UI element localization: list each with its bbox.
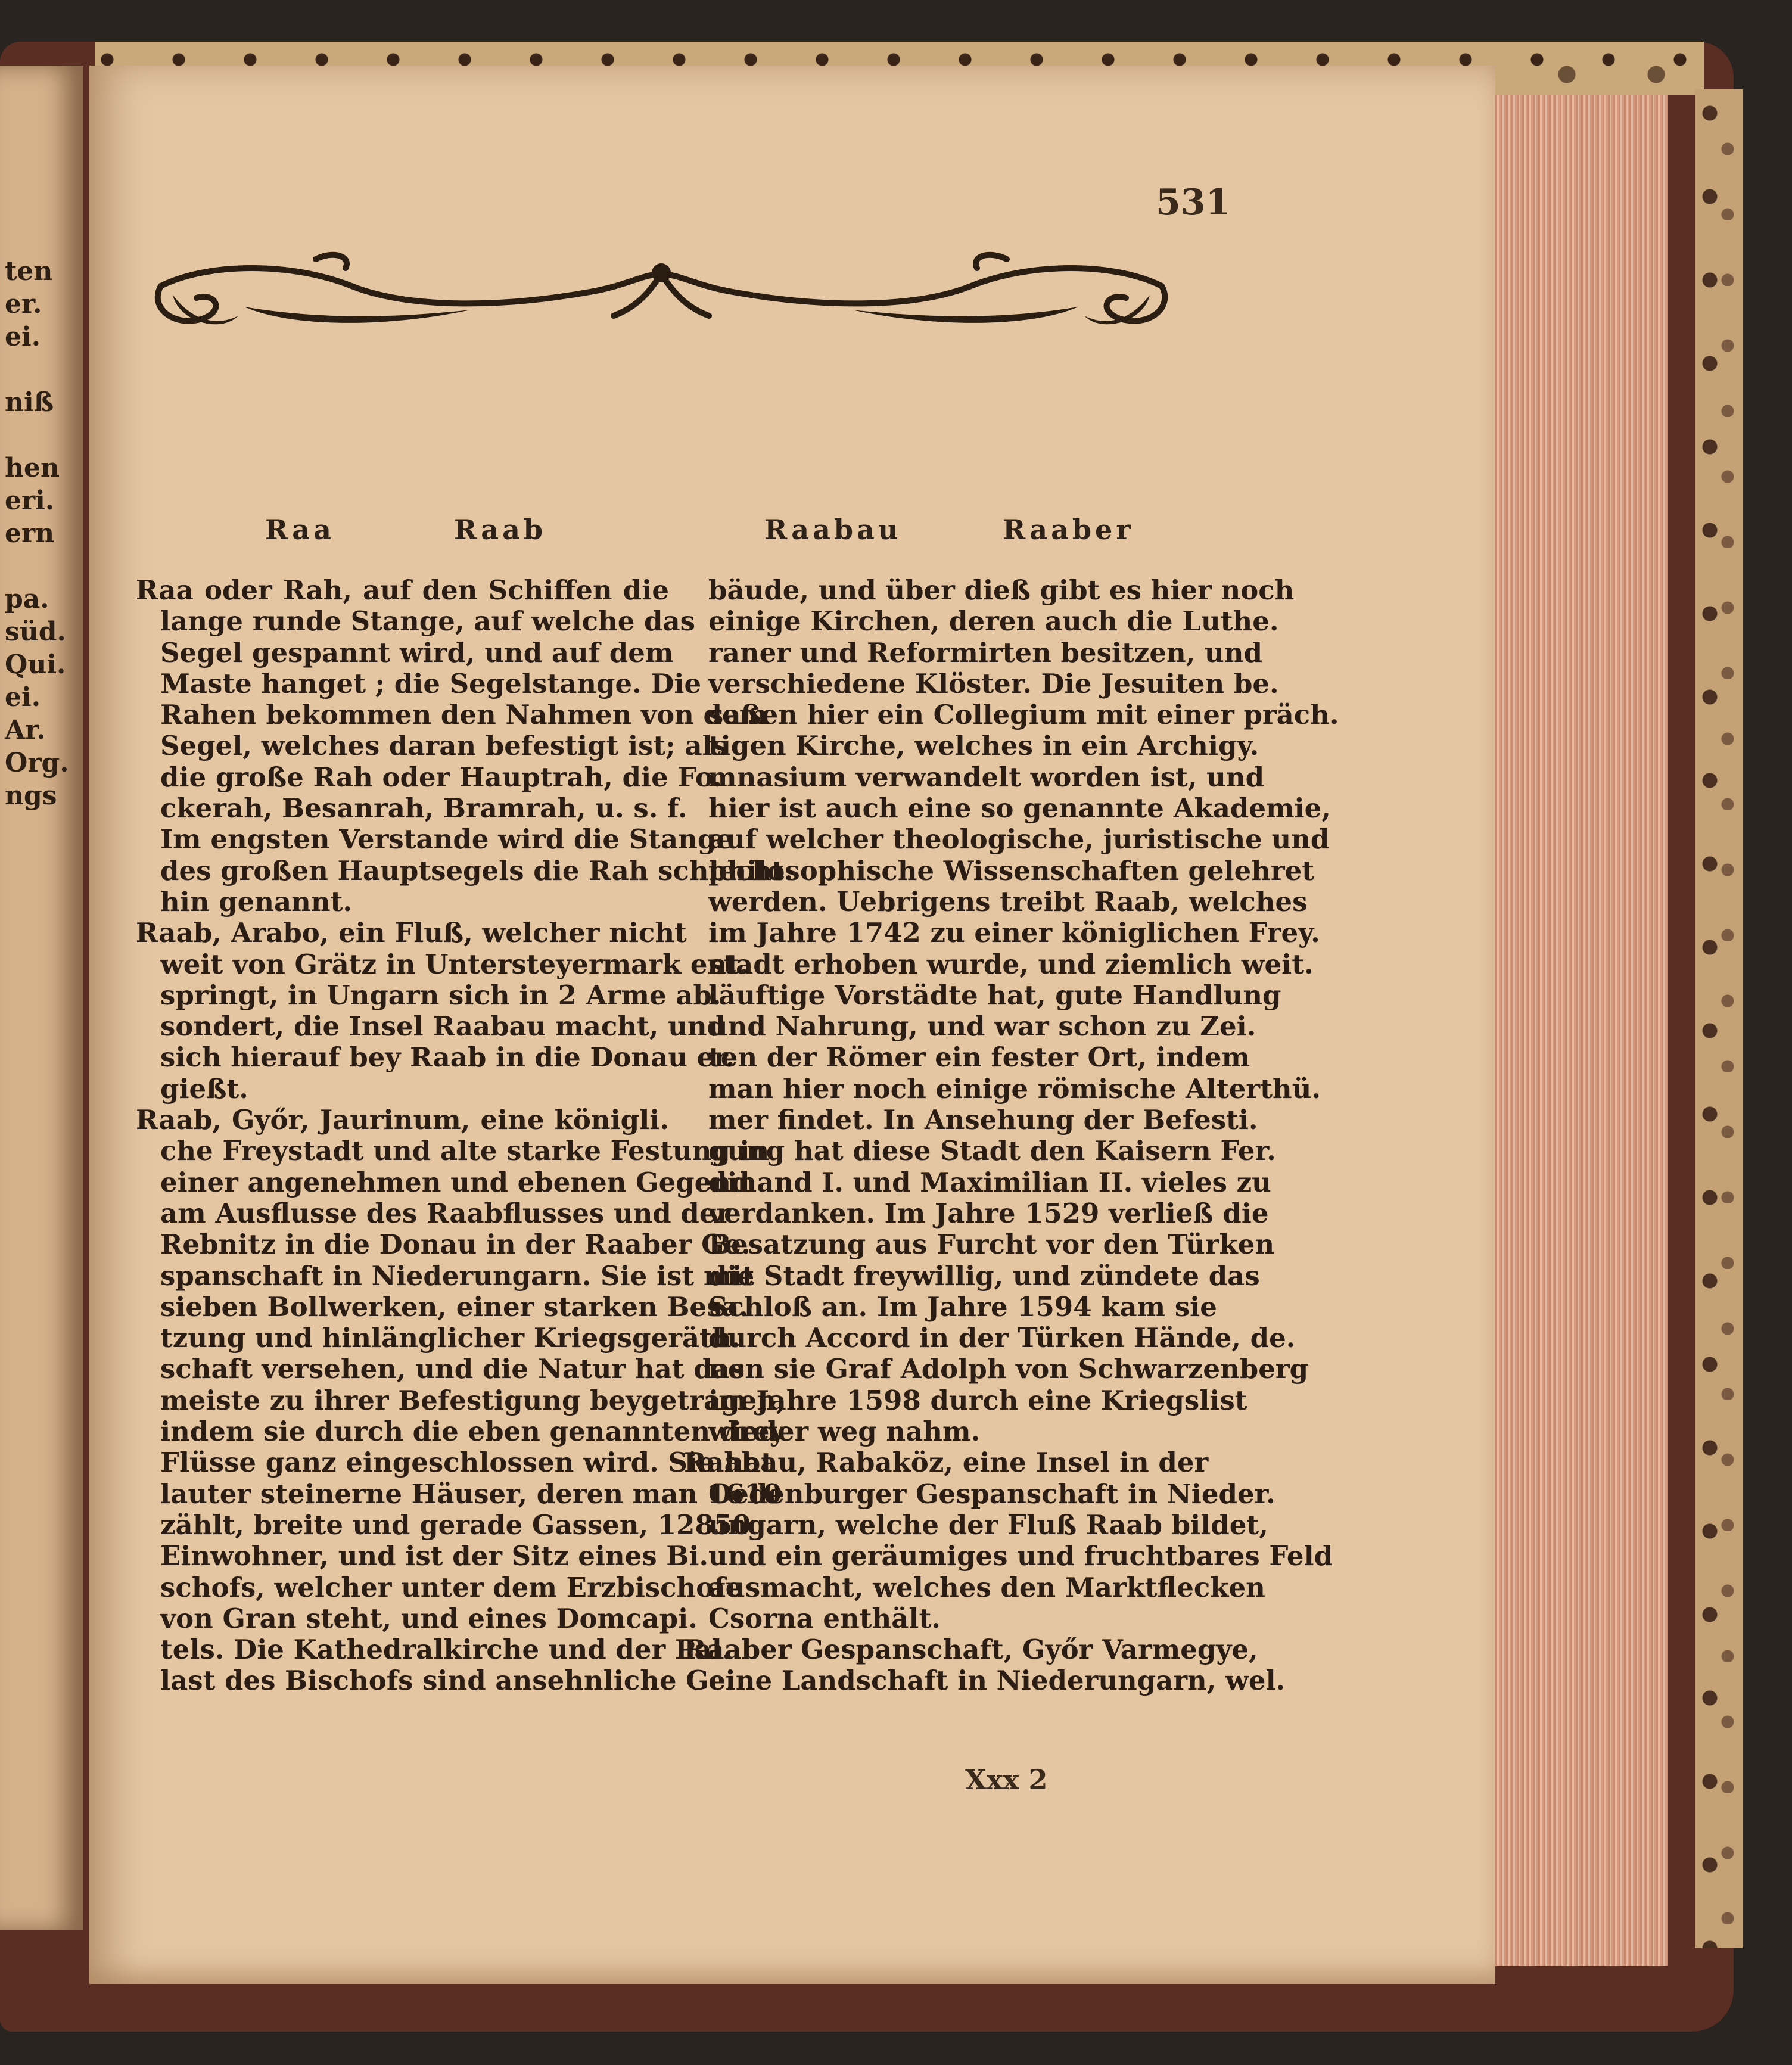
signature-mark: Xxx 2 (965, 1764, 1048, 1796)
text-line: spanschaft in Niederungarn. Sie ist mit (160, 1259, 755, 1292)
text-line: Oedenburger Gespanschaft in Nieder. (708, 1478, 1275, 1510)
text-line: sondert, die Insel Raabau macht, und (160, 1010, 726, 1043)
left-text-column (136, 574, 794, 1697)
running-head-2: Raab (454, 514, 547, 546)
text-line: Raab, Arabo, ein Fluß, welcher nicht (136, 917, 687, 949)
text-line: Raabau, Rabaköz, eine Insel in der (684, 1447, 1209, 1479)
text-line: indem sie durch die eben genannten drey (160, 1416, 785, 1448)
text-line: Raab, Győr, Jaurinum, eine königli. (136, 1104, 669, 1136)
previous-page-fragment: süd. (5, 617, 66, 647)
text-line: lauter steinerne Häuser, deren man 1610 (160, 1478, 782, 1510)
text-line: tels. Die Kathedralkirche und der Pal. (160, 1634, 732, 1666)
previous-page-fragment: Ar. (5, 715, 46, 745)
text-line: zählt, breite und gerade Gassen, 12850 (160, 1509, 751, 1541)
text-line: im Jahre 1742 zu einer königlichen Frey. (708, 917, 1320, 949)
text-line: von Gran steht, und eines Domcapi. (160, 1602, 698, 1634)
text-line: bäude, und über dieß gibt es hier noch (708, 574, 1295, 606)
text-line: auf welcher theologische, juristische und (708, 823, 1330, 856)
text-line: dinand I. und Maximilian II. vieles zu (708, 1166, 1271, 1198)
text-line: gung hat diese Stadt den Kaisern Fer. (708, 1135, 1276, 1167)
text-line: sich hierauf bey Raab in die Donau er. (160, 1041, 735, 1074)
text-line: Rebnitz in die Donau in der Raaber Ge. (160, 1229, 751, 1261)
text-line: lange runde Stange, auf welche das (160, 605, 695, 637)
text-line: hier ist auch eine so genannte Akademie, (708, 792, 1331, 825)
previous-page-fragment: er. (5, 289, 42, 319)
text-line: werden. Uebrigens treibt Raab, welches (708, 885, 1308, 918)
text-line: einige Kirchen, deren auch die Luthe. (708, 605, 1279, 637)
text-line: Maste hanget ; die Segelstange. Die (160, 667, 702, 699)
text-line: eine Landschaft in Niederungarn, wel. (708, 1665, 1286, 1697)
text-line: Segel gespannt wird, und auf dem (160, 636, 674, 668)
text-line: schofs, welcher unter dem Erzbischofe (160, 1571, 743, 1603)
text-line: Raaber Gespanschaft, Győr Varmegye, (684, 1634, 1258, 1666)
text-line: philosophische Wissenschaften gelehret (708, 854, 1315, 887)
text-line: Besatzung aus Furcht vor den Türken (708, 1229, 1275, 1261)
text-line: gießt. (160, 1072, 248, 1105)
running-head-1: Raa (265, 514, 335, 546)
previous-page-fragment: ei. (5, 682, 41, 713)
text-line: ckerah, Besanrah, Bramrah, u. s. f. (160, 792, 687, 825)
text-line: ausmacht, welches den Marktflecken (708, 1571, 1265, 1603)
text-line: Einwohner, und ist der Sitz eines Bi. (160, 1540, 709, 1572)
running-head-3: Raabau (764, 514, 902, 546)
text-line: tigen Kirche, welches in ein Archigy. (708, 730, 1259, 762)
text-line: im Jahre 1598 durch eine Kriegslist (708, 1384, 1247, 1416)
ornament-icon (137, 250, 1186, 340)
text-line: die Stadt freywillig, und zündete das (708, 1259, 1260, 1292)
text-line: Im engsten Verstande wird die Stange (160, 823, 733, 856)
page-edges (1489, 95, 1668, 1966)
text-line: läuftige Vorstädte hat, gute Handlung (708, 979, 1281, 1011)
previous-page-fragment: ern (5, 518, 55, 549)
text-line: che Freystadt und alte starke Festung in (160, 1135, 770, 1167)
text-line: verdanken. Im Jahre 1529 verließ die (708, 1197, 1269, 1229)
text-line: tzung und hinlänglicher Kriegsgeräth. (160, 1322, 741, 1354)
text-line: verschiedene Klöster. Die Jesuiten be. (708, 667, 1279, 699)
text-line: durch Accord in der Türken Hände, de. (708, 1322, 1296, 1354)
text-line: man hier noch einige römische Alterthü. (708, 1072, 1321, 1105)
text-line: die große Rah oder Hauptrah, die Fo. (160, 761, 722, 793)
previous-page-fragment: pa. (5, 584, 49, 614)
text-line: schaft versehen, und die Natur hat das (160, 1353, 745, 1385)
previous-page-fragment: ngs (5, 780, 57, 811)
previous-page-fragment: ei. (5, 322, 41, 352)
text-line: stadt erhoben wurde, und ziemlich weit. (708, 948, 1314, 980)
text-line: Flüsse ganz eingeschlossen wird. Sie hat (160, 1447, 773, 1479)
text-line: und ein geräumiges und fruchtbares Feld (708, 1540, 1333, 1572)
text-line: springt, in Ungarn sich in 2 Arme ab. (160, 979, 721, 1011)
text-line: sieben Bollwerken, einer starken Besa. (160, 1290, 749, 1323)
text-line: Rahen bekommen den Nahmen von dem (160, 699, 768, 731)
text-line: meiste zu ihrer Befestigung beygetragen, (160, 1384, 786, 1416)
previous-page-fragment: Org. (5, 748, 69, 778)
text-line: einer angenehmen und ebenen Gegend (160, 1166, 750, 1198)
previous-page-fragment: ten (5, 256, 53, 287)
text-line: des großen Hauptsegels die Rah schlecht. (160, 854, 794, 887)
text-line: mnasium verwandelt worden ist, und (708, 761, 1265, 793)
text-line: am Ausflusse des Raabflusses und der (160, 1197, 731, 1229)
text-line: hin genannt. (160, 885, 353, 918)
text-line: nen sie Graf Adolph von Schwarzenberg (708, 1353, 1309, 1385)
text-line: Raa oder Rah, auf den Schiffen die (136, 574, 669, 606)
text-line: ungarn, welche der Fluß Raab bildet, (708, 1509, 1268, 1541)
previous-page-fragment: hen (5, 453, 60, 483)
running-head-4: Raaber (1003, 514, 1134, 546)
page-number: 531 (1156, 182, 1231, 223)
text-line: last des Bischofs sind ansehnliche Ge. (160, 1665, 735, 1697)
previous-page-edge (0, 66, 83, 1930)
previous-page-fragment: eri. (5, 486, 55, 516)
text-line: wieder weg nahm. (708, 1416, 981, 1448)
text-line: und Nahrung, und war schon zu Zei. (708, 1010, 1256, 1043)
right-text-column (684, 574, 1339, 1697)
text-line: weit von Grätz in Untersteyermark ent. (160, 948, 749, 980)
previous-page-fragment: Qui. (5, 649, 66, 680)
text-line: saßen hier ein Collegium mit einer präch. (708, 699, 1339, 731)
marbled-endpaper-side (1695, 89, 1743, 1948)
text-line: ten der Römer ein fester Ort, indem (708, 1041, 1250, 1074)
text-line: raner und Reformirten besitzen, und (708, 636, 1262, 668)
text-line: Segel, welches daran befestigt ist; als (160, 730, 728, 762)
previous-page-fragment: niß (5, 387, 54, 418)
text-line: Schloß an. Im Jahre 1594 kam sie (708, 1290, 1217, 1323)
text-line: mer findet. In Ansehung der Befesti. (708, 1104, 1258, 1136)
text-line: Csorna enthält. (708, 1602, 941, 1634)
